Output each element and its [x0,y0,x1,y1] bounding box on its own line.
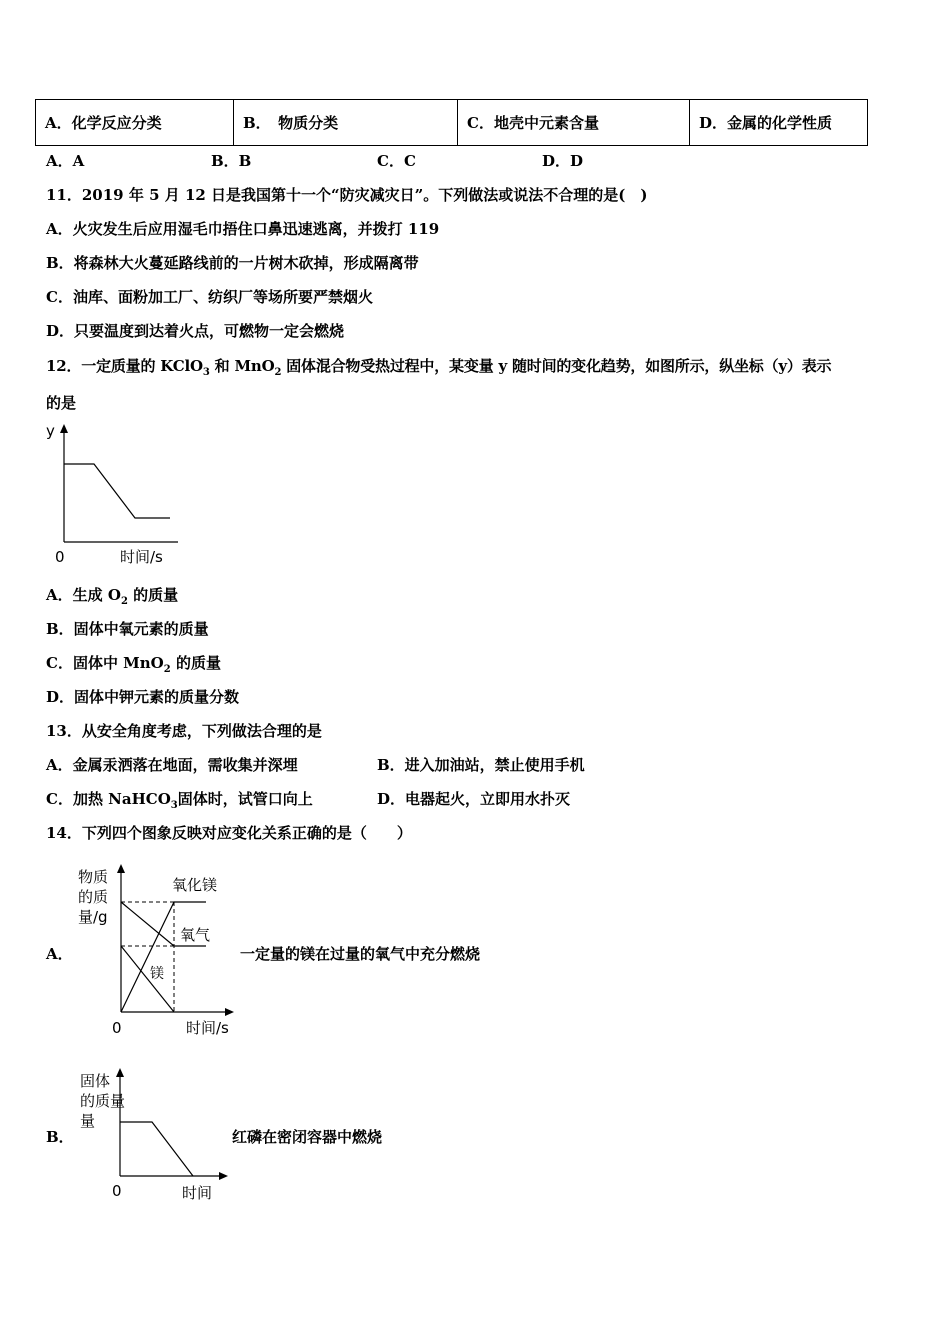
table-cell-d: D．金属的化学性质 [690,100,868,146]
curve [64,464,170,518]
q13-stem: 13．从安全角度考虑，下列做法合理的是 [46,722,322,740]
y-axis-label: y [46,422,55,440]
series-mgo-line [121,902,206,1012]
y-label-line1: 物质 [78,868,109,886]
q14-graph-a [70,858,240,1043]
origin-label: 0 [55,548,65,566]
x-axis-label: 时间/s [186,1019,229,1037]
q14-option-a-label: A． [46,945,73,963]
y-label-line1: 固体 [80,1072,111,1090]
q11-option-a: A．火灾发生后应用湿毛巾捂住口鼻迅速逃离，并拨打 119 [46,220,440,238]
q13-option-c: C．加热 NaHCO$_3$固体时，试管口向上 [46,790,313,811]
series-mgo-label: 氧化镁 [172,876,218,894]
x-axis-label: 时间/s [120,548,163,566]
x-axis-label: 时间 [182,1184,213,1202]
q14-option-a-text: 一定量的镁在过量的氧气中充分燃烧 [240,945,481,963]
q14-graph-b [70,1062,235,1207]
q12-stem: 12．一定质量的 KClO$_3$ 和 MnO$_2$ 固体混合物受热过程中，某变量 y 随时间的变化趋势，如图所示，纵坐标（y）表示 [46,357,832,378]
x-axis-arrow [219,1172,228,1180]
y-axis-arrow [116,1068,124,1077]
q12-option-a: A．生成 $O_2$ 的质量 [46,586,179,607]
q12-graph [40,418,190,568]
options-table [35,99,868,146]
q12-option-c: C．固体中 MnO$_2$ 的质量 [46,654,221,675]
table-cell-b: B． 物质分类 [234,100,458,146]
q14-option-b-label: B． [46,1128,74,1146]
q12-option-b: B．固体中氧元素的质量 [46,620,209,638]
origin-label: 0 [112,1019,122,1037]
q14-stem: 14．下列四个图象反映对应变化关系正确的是（ ） [46,824,412,842]
q10-option-b: B．B [211,152,252,170]
q13-option-d: D．电器起火，立即用水扑灭 [377,790,571,808]
y-label-line3: 量 [80,1112,96,1130]
table-cell-a: A．化学反应分类 [36,100,234,146]
y-label-line2: 的质 [78,888,109,906]
x-axis-arrow [225,1008,234,1016]
q13-option-a: A．金属汞洒落在地面，需收集并深埋 [46,756,298,774]
origin-label: 0 [112,1182,122,1200]
q14-option-b-text: 红磷在密闭容器中燃烧 [232,1128,383,1146]
y-axis-arrow [117,864,125,873]
q12-stem-line2: 的是 [46,394,77,412]
q11-stem: 11．2019 年 5 月 12 日是我国第十一个“防灾减灾日”。下列做法或说法不合理的是( ) [46,186,648,204]
series-o2-label: 氧气 [180,926,211,944]
q13-option-b: B．进入加油站，禁止使用手机 [377,756,585,774]
q11-option-d: D．只要温度到达着火点，可燃物一定会燃烧 [46,322,345,340]
y-axis-arrow [60,424,68,433]
q11-option-b: B．将森林大火蔓延路线前的一片树木砍掉，形成隔离带 [46,254,419,272]
q12-option-d: D．固体中钾元素的质量分数 [46,688,240,706]
q10-option-d: D．D [542,152,584,170]
table-row [36,100,868,146]
y-label-line2: 的质量 [80,1092,126,1110]
table-cell-c: C．地壳中元素含量 [458,100,690,146]
y-label-line3: 量/g [78,908,108,926]
series-mg-label: 镁 [150,966,164,982]
curve [120,1122,193,1176]
q10-option-c: C．C [377,152,416,170]
q10-option-a: A．A [46,152,85,170]
q11-option-c: C．油库、面粉加工厂、纺织厂等场所要严禁烟火 [46,288,373,306]
